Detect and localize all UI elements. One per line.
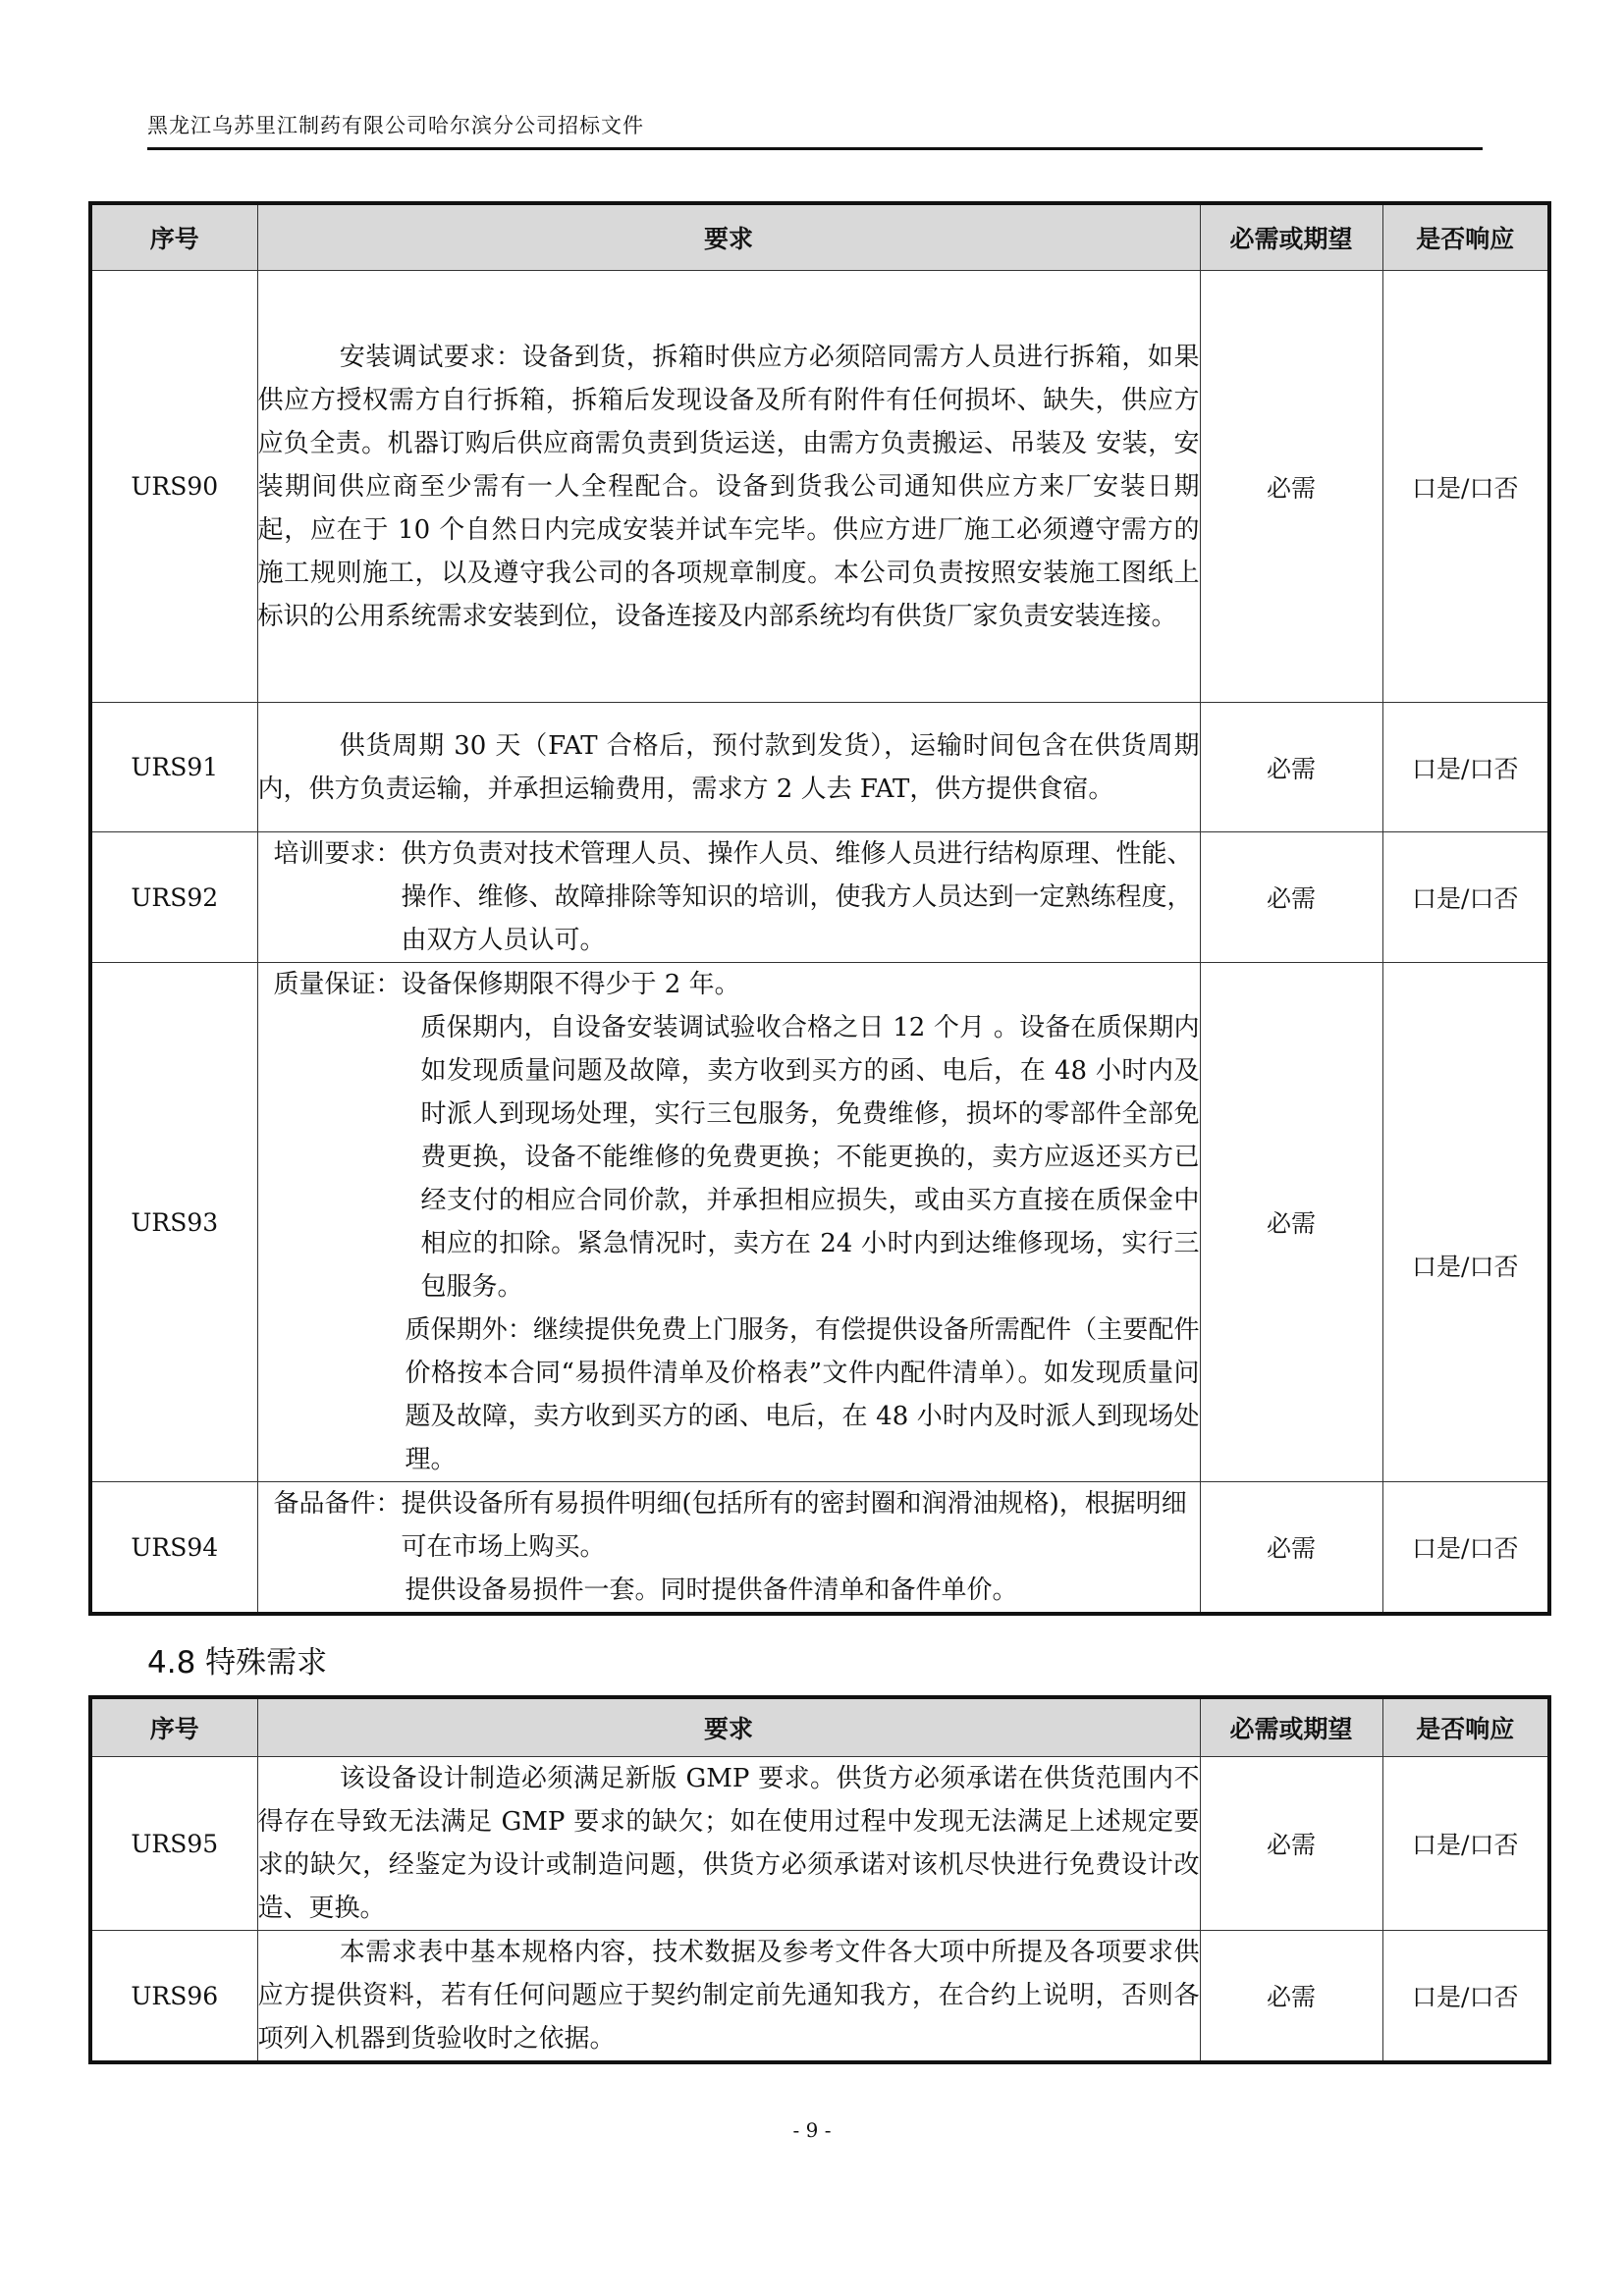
- row-response-checkbox[interactable]: 口是/口否: [1382, 832, 1549, 963]
- col-header-necessity: 必需或期望: [1200, 1697, 1382, 1757]
- col-header-necessity: 必需或期望: [1200, 203, 1382, 271]
- requirements-table-special: [88, 1695, 1551, 2064]
- requirement-text: 设备保修期限不得少于 2 年。: [401, 970, 740, 999]
- row-response-checkbox[interactable]: 口是/口否: [1382, 1482, 1549, 1615]
- row-id: URS90: [90, 271, 257, 703]
- row-necessity: 必需: [1200, 1757, 1382, 1931]
- row-requirement: [257, 1931, 1200, 2063]
- row-requirement: [257, 832, 1200, 963]
- requirement-text: 提供设备所有易损件明细(包括所有的密封圈和润滑油规格)，根据明细可在市场上购买。: [401, 1489, 1187, 1562]
- requirements-table-general: [88, 201, 1551, 1616]
- row-response-checkbox[interactable]: 口是/口否: [1382, 1931, 1549, 2063]
- row-requirement: [257, 1482, 1200, 1615]
- header-rule: [147, 147, 1483, 150]
- col-header-seq: 序号: [90, 1697, 257, 1757]
- requirement-text: 该设备设计制造必须满足新版 GMP 要求。供货方必须承诺在供货范围内不得存在导致无法满足 GMP 要求的缺欠；如在使用过程中发现无法满足上述规定要求的缺欠，经鉴定为设计或制造问题，供货方必须承诺对该机尽快进行免费设计改造、更换。: [257, 1764, 1200, 1923]
- table-row: [90, 271, 1549, 703]
- row-necessity: 必需: [1200, 963, 1382, 1482]
- row-necessity: 必需: [1200, 271, 1382, 703]
- table-row: [90, 703, 1549, 832]
- row-response-checkbox[interactable]: 口是/口否: [1382, 1757, 1549, 1931]
- row-requirement: [257, 703, 1200, 832]
- requirement-label: 质量保证：: [273, 970, 402, 999]
- row-requirement: [257, 271, 1200, 703]
- table-row: [90, 963, 1549, 1482]
- section-title: 4.8 特殊需求: [147, 1645, 328, 1681]
- requirement-label: 备品备件：: [273, 1489, 402, 1519]
- col-header-seq: 序号: [90, 203, 257, 271]
- requirement-text-line2: 提供设备易损件一套。同时提供备件清单和备件单价。: [405, 1575, 1018, 1605]
- col-header-response: 是否响应: [1382, 203, 1549, 271]
- table-row: [90, 1931, 1549, 2063]
- requirement-text: 安装调试要求：设备到货，拆箱时供应方必须陪同需方人员进行拆箱，如果供应方授权需方自行拆箱，拆箱后发现设备及所有附件有任何损坏、缺失，供应方应负全责。机器订购后供应商需负责到货运送，由需方负责搬运、吊装及 安装，安装期间供应商至少需有一人全程配合。设备到货我公司通知供应方来厂安装日期起，应在于 10 个自然日内完成安装并试车完毕。供应方进厂施工必须遵守需方的施工规则施工，以及遵守我公司的各项规章制度。本公司负责按照安装施工图纸上标识的公用系统需求安装到位，设备连接及内部系统均有供货厂家负责安装连接。: [257, 342, 1200, 631]
- table-row: [90, 1482, 1549, 1615]
- table-row: [90, 832, 1549, 963]
- col-header-requirement: 要求: [257, 1697, 1200, 1757]
- row-id: URS94: [90, 1482, 257, 1615]
- warranty-paragraph: 质保期内，自设备安装调试验收合格之日 12 个月 。设备在质保期内如发现质量问题及故障，卖方收到买方的函、电后，在 48 小时内及时派人到现场处理，实行三包服务，免费维修，损坏的零部件全部免费更换，设备不能维修的免费更换；不能更换的，卖方应返还买方已经支付的相应合同价款，并承担相应损失，或由买方直接在质保金中相应的扣除。紧急情况时，卖方在 24 小时内到达维修现场，实行三包服务。: [420, 1013, 1200, 1302]
- requirement-label: 培训要求：: [273, 839, 402, 869]
- row-response-checkbox[interactable]: 口是/口否: [1382, 703, 1549, 832]
- table-row: [90, 1757, 1549, 1931]
- col-header-requirement: 要求: [257, 203, 1200, 271]
- row-necessity: 必需: [1200, 703, 1382, 832]
- row-id: URS93: [90, 963, 257, 1482]
- col-header-response: 是否响应: [1382, 1697, 1549, 1757]
- row-id: URS91: [90, 703, 257, 832]
- document-header-title: 黑龙江乌苏里江制药有限公司哈尔滨分公司招标文件: [147, 114, 644, 137]
- page-number: - 9 -: [792, 2118, 832, 2142]
- row-necessity: 必需: [1200, 1482, 1382, 1615]
- table-header-row: [90, 203, 1549, 271]
- row-response-checkbox[interactable]: 口是/口否: [1382, 963, 1549, 1482]
- requirement-text: 本需求表中基本规格内容，技术数据及参考文件各大项中所提及各项要求供应方提供资料，若有任何问题应于契约制定前先通知我方，在合约上说明，否则各项列入机器到货验收时之依据。: [257, 1938, 1200, 2054]
- requirement-text: 供方负责对技术管理人员、操作人员、维修人员进行结构原理、性能、操作、维修、故障排除等知识的培训，使我方人员达到一定熟练程度，由双方人员认可。: [401, 839, 1193, 955]
- row-id: URS96: [90, 1931, 257, 2063]
- row-necessity: 必需: [1200, 832, 1382, 963]
- row-response-checkbox[interactable]: 口是/口否: [1382, 271, 1549, 703]
- row-necessity: 必需: [1200, 1931, 1382, 2063]
- row-id: URS92: [90, 832, 257, 963]
- table-header-row: [90, 1697, 1549, 1757]
- row-requirement: [257, 1757, 1200, 1931]
- requirement-text: 供货周期 30 天（FAT 合格后，预付款到发货），运输时间包含在供货周期内，供方负责运输，并承担运输费用，需求方 2 人去 FAT，供方提供食宿。: [257, 730, 1200, 804]
- post-warranty-paragraph: 质保期外：继续提供免费上门服务，有偿提供设备所需配件（主要配件价格按本合同“易损件清单及价格表”文件内配件清单）。如发现质量问题及故障，卖方收到买方的函、电后，在 48 小时内及时派人到现场处理。: [405, 1315, 1200, 1474]
- row-id: URS95: [90, 1757, 257, 1931]
- row-requirement: [257, 963, 1200, 1482]
